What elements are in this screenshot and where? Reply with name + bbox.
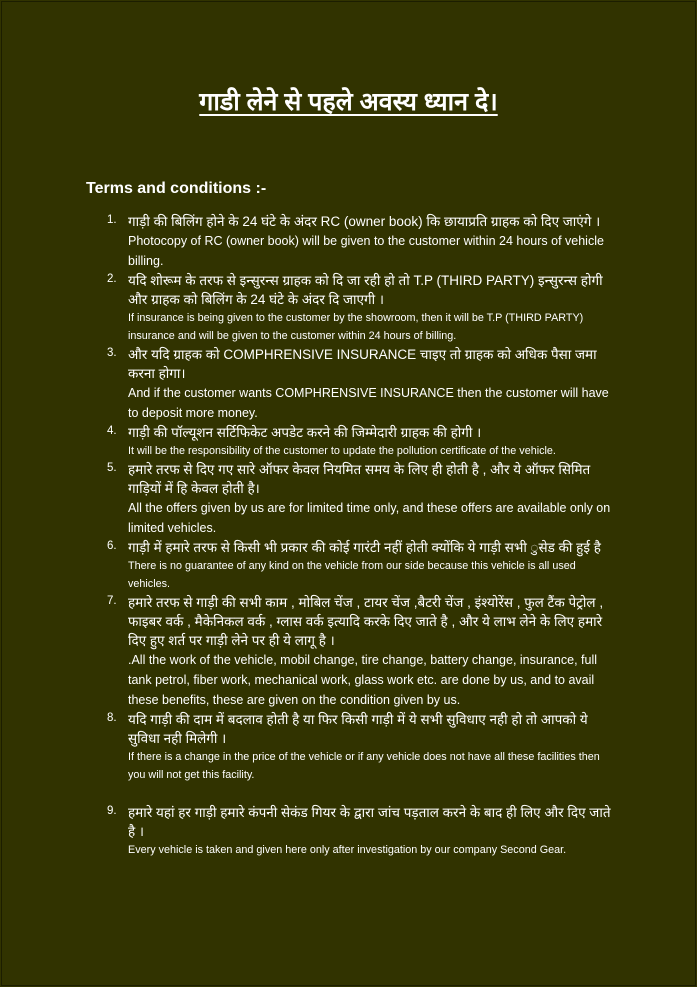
term-item [107, 345, 617, 423]
term-english: It will be the responsibility of the customer to update the pollution certificate of the vehicle. [128, 445, 556, 457]
term-item [107, 423, 617, 460]
terms-list [107, 212, 617, 859]
item-number: 3. [107, 347, 117, 359]
item-number: 8. [107, 712, 117, 724]
item-number: 4. [107, 425, 117, 437]
term-hindi: हमारे तरफ से गाड़ी की सभी काम , मोबिल चेंज , टायर चेंज ,बैटरी चेंज , इंश्योरेंस , फुल टैंक पेट्रोल , फाइबर वर्क , मैकेनिकल वर्क , ग्लास वर्क इत्यादि करके दिए जाते है , और ये लाभ लेने के लिए हमारे दिए हुए शर्त पर गाड़ी लेने पर ही ये लागू है । [128, 595, 604, 648]
item-number: 6. [107, 540, 117, 552]
item-number: 2. [107, 273, 117, 285]
term-hindi: और यदि ग्राहक को COMPHRENSIVE INSURANCE चाइए तो ग्राहक को अधिक पैसा जमा करना होगा। [128, 347, 597, 381]
term-item [107, 271, 617, 345]
term-hindi: यदि शोरूम के तरफ से इन्सुरन्स ग्राहक को दि जा रही हो तो T.P (THIRD PARTY) इन्सुरन्स होगी और ग्राहक को बिलिंग के 24 घंटे के अंदर दि जाएगी । [128, 273, 603, 307]
term-english: There is no guarantee of any kind on the vehicle from our side because this vehicle is all used vehicles. [128, 560, 576, 590]
term-hindi: हमारे तरफ से दिए गए सारे ऑफर केवल नियमित समय के लिए ही होती है , और ये ऑफर सिमित गाड़ियों में हि केवल होती है। [128, 462, 591, 496]
term-item [107, 460, 617, 538]
term-english: Photocopy of RC (owner book) will be given to the customer within 24 hours of vehicle billing. [128, 234, 604, 268]
term-item [107, 538, 617, 593]
term-hindi: गाड़ी की पॉल्यूशन सर्टिफिकेट अपडेट करने की जिम्मेदारी ग्राहक की होगी । [128, 425, 482, 440]
term-hindi: यदि गाड़ी की दाम में बदलाव होती है या फिर किसी गाड़ी में ये सभी सुविधाए नही हो तो आपको ये सुविधा नही मिलेगी । [128, 712, 588, 746]
item-number: 9. [107, 805, 117, 817]
page-title: गाडी लेने से पहले अवस्य ध्यान दे। [199, 88, 498, 116]
term-english: .All the work of the vehicle, mobil change, tire change, battery change, insurance, full tank petrol, fiber work, mechanical work, glass work etc. are done by us, and to avail these benefits, these are given on the condition given by us. [128, 653, 598, 707]
term-item [107, 803, 617, 859]
term-english: If insurance is being given to the customer by the showroom, then it will be T.P (THIRD PARTY) insurance and will be given to the customer within 24 hours of billing. [128, 312, 584, 342]
item-number: 1. [107, 214, 117, 226]
term-hindi: हमारे यहां हर गाड़ी हमारे कंपनी सेकंड गियर के द्वारा जांच पड़ताल करने के बाद ही लिए और दिए जाते है । [128, 805, 611, 839]
item-number: 5. [107, 462, 117, 474]
terms-heading: Terms and conditions :- [86, 180, 267, 197]
term-item [107, 710, 617, 784]
term-english: Every vehicle is taken and given here only after investigation by our company Second Gear. [128, 844, 567, 856]
term-english: And if the customer wants COMPHRENSIVE INSURANCE then the customer will have to deposit more money. [128, 386, 609, 420]
term-english: If there is a change in the price of the vehicle or if any vehicle does not have all these facilities then you will not get this facility. [128, 751, 600, 781]
term-hindi: गाड़ी की बिलिंग होने के 24 घंटे के अंदर RC (owner book) कि छायाप्रति ग्राहक को दिए जाएंगे । [128, 214, 601, 229]
item-number: 7. [107, 595, 117, 607]
term-english: All the offers given by us are for limited time only, and these offers are available only on limited vehicles. [128, 501, 611, 535]
term-hindi: गाड़ी में हमारे तरफ से किसी भी प्रकार की कोई गारंटी नहीं होती क्योंकि ये गाड़ी सभी ुसेड की हुई है [128, 540, 601, 555]
term-item [107, 212, 617, 271]
term-item [107, 593, 617, 710]
